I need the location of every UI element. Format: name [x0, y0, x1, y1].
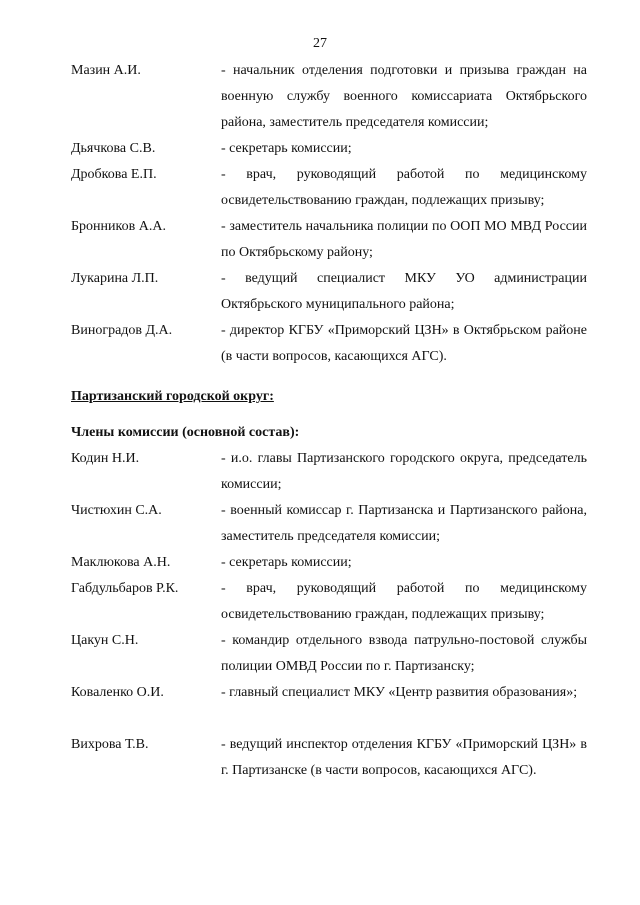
member-role: - директор КГБУ «Приморский ЦЗН» в Октябрьском районе (в части вопросов, касающихся АГС). [221, 323, 587, 364]
member-role: - командир отдельного взвода патрульно-постовой службы полиции ОМВД России по г. Партизанску; [221, 633, 587, 674]
member-role: - главный специалист МКУ «Центр развития образования»; [221, 685, 578, 700]
section-subtitle: Члены комиссии (основной состав): [71, 425, 300, 440]
member-name: Чистюхин С.А. [71, 503, 162, 518]
member-row [0, 576, 640, 628]
member-name: Виноградов Д.А. [71, 323, 173, 338]
member-row [0, 214, 640, 266]
member-name: Габдульбаров Р.К. [71, 581, 179, 596]
member-role: - ведущий специалист МКУ УО администрации Октябрьского муниципального района; [221, 271, 587, 312]
member-row [0, 446, 640, 498]
member-name: Лукарина Л.П. [71, 271, 159, 286]
member-role: - военный комиссар г. Партизанска и Партизанского района, заместитель председателя комиссии; [221, 503, 587, 544]
member-name: Цакун С.Н. [71, 633, 139, 648]
section-title: Партизанский городской округ: [71, 389, 274, 404]
page-number: 27 [313, 36, 327, 51]
member-row [0, 136, 640, 162]
member-list-partizansk [0, 446, 640, 810]
member-role: - начальник отделения подготовки и призыва граждан на военную службу военного комиссариата Октябрьского района, заместитель председателя комиссии; [221, 63, 587, 130]
member-role: - заместитель начальника полиции по ООП МО МВД России по Октябрьскому району; [221, 219, 587, 260]
member-row [0, 680, 640, 732]
member-role: - секретарь комиссии; [221, 141, 352, 156]
member-role: - врач, руководящий работой по медицинскому освидетельствованию граждан, подлежащих призыву; [221, 167, 587, 208]
member-name: Коваленко О.И. [71, 685, 164, 700]
member-role: - и.о. главы Партизанского городского округа, председатель комиссии; [221, 451, 587, 492]
member-row [0, 318, 640, 370]
member-role: - секретарь комиссии; [221, 555, 352, 570]
member-row [0, 266, 640, 318]
member-row [0, 550, 640, 576]
member-name: Мазин А.И. [71, 63, 141, 78]
member-role: - ведущий инспектор отделения КГБУ «Приморский ЦЗН» в г. Партизанске (в части вопросов, касающихся АГС). [221, 737, 587, 778]
member-row [0, 58, 640, 136]
member-row [0, 162, 640, 214]
member-row [0, 498, 640, 550]
member-name: Дьячкова С.В. [71, 141, 156, 156]
member-name: Дробкова Е.П. [71, 167, 157, 182]
member-name: Вихрова Т.В. [71, 737, 149, 752]
member-name: Маклюкова А.Н. [71, 555, 171, 570]
member-name: Кодин Н.И. [71, 451, 140, 466]
member-role: - врач, руководящий работой по медицинскому освидетельствованию граждан, подлежащих призыву; [221, 581, 587, 622]
member-row [0, 732, 640, 810]
member-row [0, 628, 640, 680]
member-list-october [0, 58, 640, 370]
member-name: Бронников А.А. [71, 219, 166, 234]
